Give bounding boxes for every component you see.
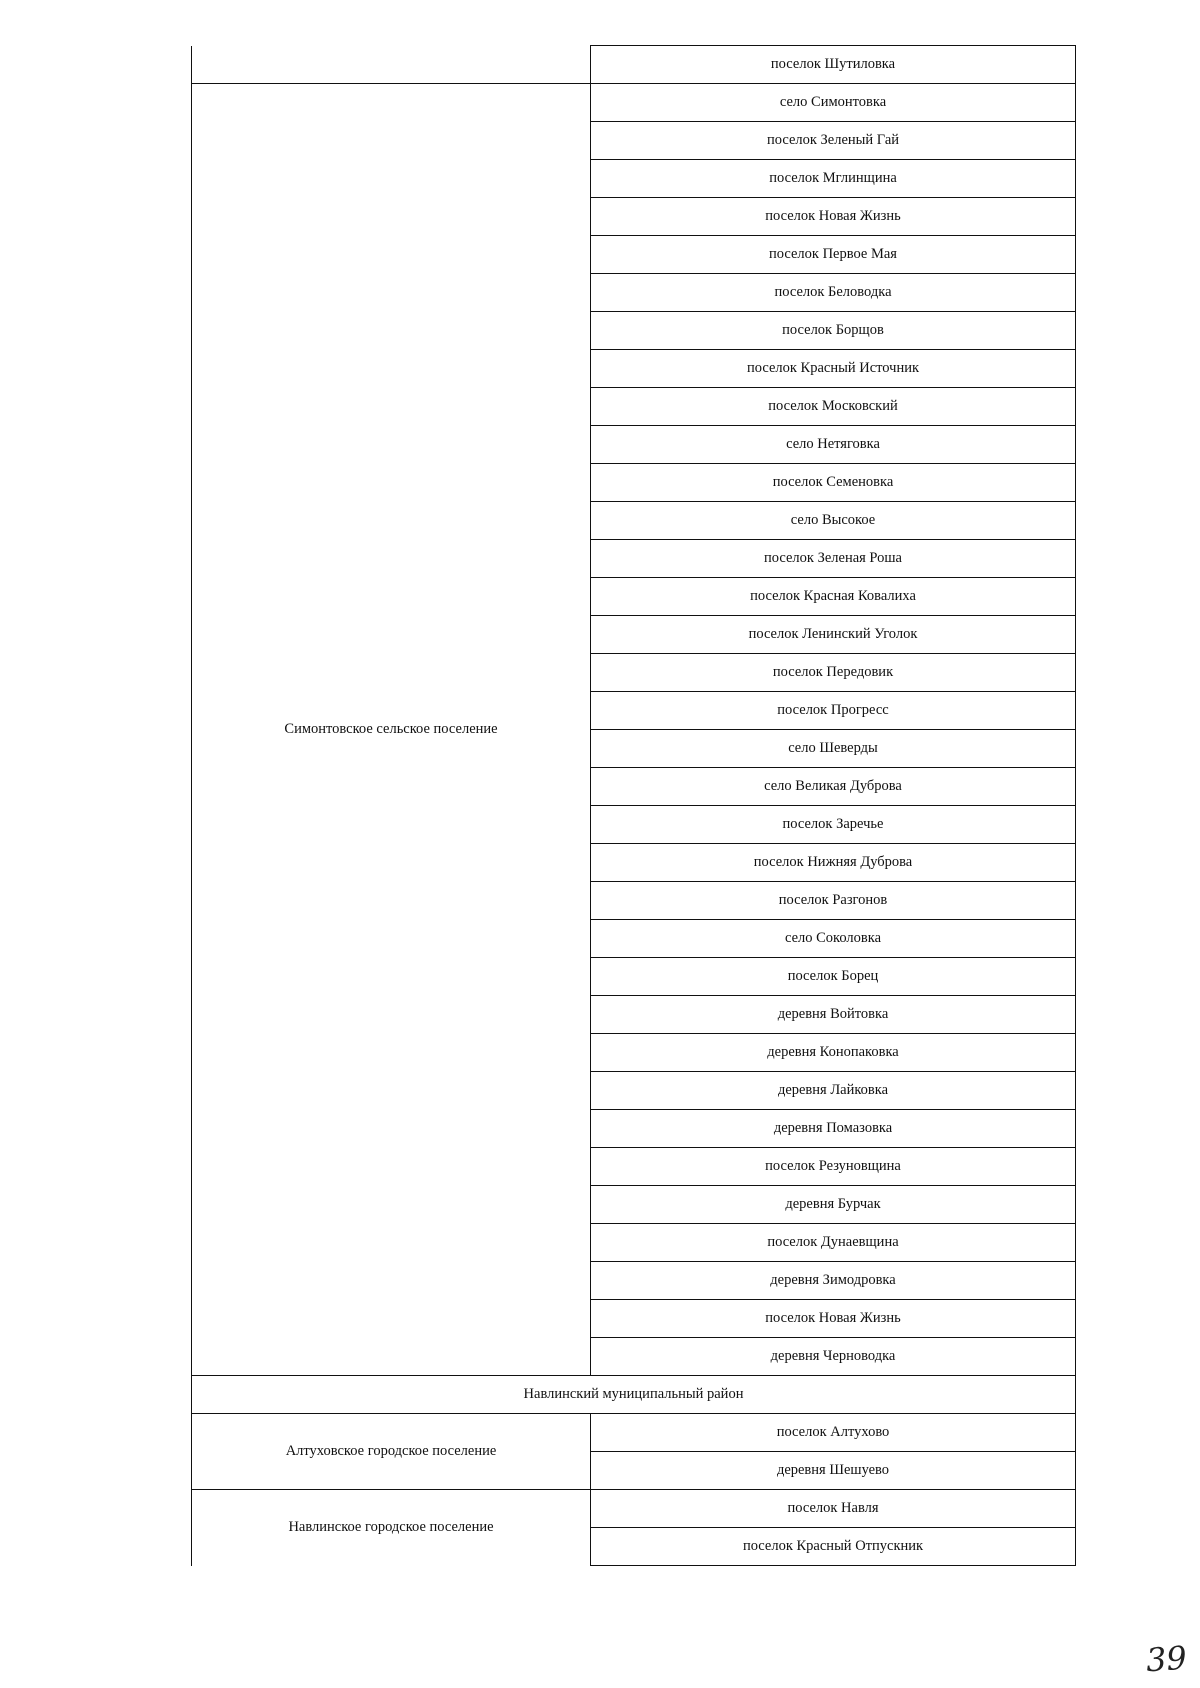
table-row [192, 84, 1076, 122]
locality-name: поселок Резуновщина [591, 1148, 1076, 1186]
locality-name: поселок Беловодка [591, 274, 1076, 312]
locality-name: деревня Бурчак [591, 1186, 1076, 1224]
locality-name: поселок Разгонов [591, 882, 1076, 920]
table-row [192, 1414, 1076, 1452]
locality-name: поселок Нижняя Дуброва [591, 844, 1076, 882]
locality-name: поселок Борец [591, 958, 1076, 996]
locality-name: деревня Конопаковка [591, 1034, 1076, 1072]
settlement-name: Алтуховское городское поселение [192, 1414, 591, 1490]
settlement-name: Навлинское городское поселение [192, 1490, 591, 1566]
locality-name: поселок Московский [591, 388, 1076, 426]
locality-name: село Шеверды [591, 730, 1076, 768]
locality-name: поселок Зеленый Гай [591, 122, 1076, 160]
locality-name: деревня Зимодровка [591, 1262, 1076, 1300]
locality-name: поселок Передовик [591, 654, 1076, 692]
locality-name: поселок Заречье [591, 806, 1076, 844]
locality-name: поселок Красный Отпускник [591, 1528, 1076, 1566]
locality-name: поселок Ленинский Уголок [591, 616, 1076, 654]
settlements-table [191, 45, 1076, 1566]
district-header-row [192, 1376, 1076, 1414]
locality-name: поселок Первое Мая [591, 236, 1076, 274]
table-row [192, 46, 1076, 84]
locality-name: село Высокое [591, 502, 1076, 540]
page-number: 39 [1144, 1638, 1188, 1680]
district-name: Навлинский муниципальный район [192, 1376, 1076, 1414]
locality-name: поселок Прогресс [591, 692, 1076, 730]
locality-name: поселок Новая Жизнь [591, 198, 1076, 236]
locality-name: деревня Шешуево [591, 1452, 1076, 1490]
locality-name: деревня Черноводка [591, 1338, 1076, 1376]
locality-name: село Соколовка [591, 920, 1076, 958]
locality-name: поселок Борщов [591, 312, 1076, 350]
locality-name: поселок Новая Жизнь [591, 1300, 1076, 1338]
locality-name: деревня Войтовка [591, 996, 1076, 1034]
locality-name: поселок Зеленая Роша [591, 540, 1076, 578]
locality-name: поселок Красная Ковалиха [591, 578, 1076, 616]
locality-name: поселок Красный Источник [591, 350, 1076, 388]
locality-name: село Нетяговка [591, 426, 1076, 464]
settlement-name: Симонтовское сельское поселение [192, 84, 591, 1376]
locality-name: поселок Шутиловка [591, 46, 1076, 84]
settlement-name [192, 46, 591, 84]
locality-name: поселок Мглинщина [591, 160, 1076, 198]
locality-name: поселок Алтухово [591, 1414, 1076, 1452]
locality-name: поселок Дунаевщина [591, 1224, 1076, 1262]
locality-name: поселок Семеновка [591, 464, 1076, 502]
locality-name: деревня Лайковка [591, 1072, 1076, 1110]
locality-name: деревня Помазовка [591, 1110, 1076, 1148]
table-row [192, 1490, 1076, 1528]
locality-name: поселок Навля [591, 1490, 1076, 1528]
locality-name: село Симонтовка [591, 84, 1076, 122]
locality-name: село Великая Дуброва [591, 768, 1076, 806]
